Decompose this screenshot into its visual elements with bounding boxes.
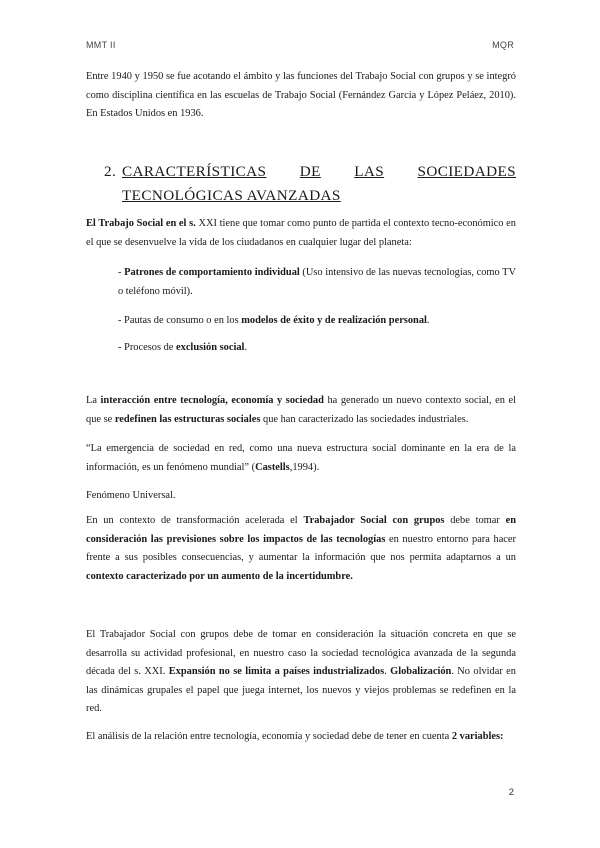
bold-text: interacción entre tecnología, economía y sociedad <box>100 395 324 406</box>
text: - Pautas de consumo o en los <box>118 315 242 326</box>
text: El análisis de la relación entre tecnología, economía y sociedad debe de tener en cuenta <box>86 731 452 742</box>
text: . <box>426 315 430 326</box>
text: En un contexto de transformación acelerada el <box>86 515 304 526</box>
paragraph-1 <box>86 215 516 252</box>
section-title-line1 <box>122 160 516 184</box>
header-left: MMT II <box>86 40 116 50</box>
bold-text: Globalización <box>390 666 452 677</box>
header-right: MQR <box>492 40 514 50</box>
bold-text: modelos de éxito y de realización personal <box>241 315 427 326</box>
bold-text: Patrones de comportamiento individual <box>124 267 300 278</box>
bold-text: Expansión no se limita a países industrializados <box>168 666 385 677</box>
paragraph-6 <box>86 728 516 747</box>
bullet-item <box>86 339 516 358</box>
quote-paragraph <box>86 440 516 477</box>
text: . <box>384 666 391 677</box>
bold-text: contexto caracterizado por un aumento de la incertidumbre. <box>86 570 353 582</box>
bold-text: exclusión social <box>176 342 245 353</box>
text: . <box>244 342 248 353</box>
text: . No olvidar en las dinámicas grupales el papel que juega internet, los nuevos y viejos problemas se redefinen en la red. <box>86 666 516 714</box>
paragraph-4 <box>86 512 516 586</box>
text: El Trabajador Social con grupos debe de tomar en consideración la situación concreta en que se desarrolla su actividad profesional, en nuestro caso la sociedad tecnológica avanzada de la segunda década del s. XXI. <box>86 629 516 677</box>
text: ha generado un nuevo contexto social, en el que se <box>86 395 516 425</box>
section-title-word: LAS <box>354 163 385 180</box>
intro-paragraph: Entre 1940 y 1950 se fue acotando el ámbito y las funciones del Trabajo Social con grupos y se integró como disciplina científica en las escuelas de Trabajo Social (Fernández García y López Peláez, 2010). En Estados Unidos en 1936. <box>86 71 516 119</box>
text: - Procesos de <box>118 342 177 353</box>
section-title-word: CARACTERÍSTICAS <box>122 163 267 180</box>
text: XXI tiene que tomar como punto de partida el contexto tecno-económico en el que se desenvuelve la vida de los ciudadanos en cualquier lugar del planeta: <box>86 218 516 248</box>
section-title-word: SOCIEDADES <box>417 163 516 180</box>
bullet-item <box>86 312 516 331</box>
section-heading <box>104 160 516 208</box>
section-number: 2. <box>104 163 117 180</box>
page-number: 2 <box>508 787 514 798</box>
bullet-item <box>86 264 516 301</box>
paragraph-5 <box>86 626 516 719</box>
bold-text: 2 variables: <box>451 731 504 742</box>
text: (Uso intensivo de las nuevas tecnologías, como TV o teléfono móvil). <box>118 267 516 297</box>
text: que han caracterizado las sociedades industriales. <box>260 413 469 425</box>
text: - <box>118 267 125 278</box>
bold-text: Trabajador Social con grupos <box>303 515 445 526</box>
paragraph-3: Fenómeno Universal. <box>86 490 176 501</box>
section-title-line2: TECNOLÓGICAS AVANZADAS <box>122 187 341 204</box>
text: debe tomar <box>444 515 506 526</box>
bold-text: redefinen las estructuras sociales <box>114 413 261 425</box>
paragraph-2 <box>86 392 516 429</box>
section-title <box>104 160 516 208</box>
text: en nuestro entorno para hacer frente a sus posibles consecuencias, y aumentar la información que nos permita adaptarnos a un <box>86 533 516 563</box>
section-title-word: DE <box>299 163 321 180</box>
text: ,1994). <box>289 461 320 473</box>
bold-text: en consideración las previsiones sobre los impactos de las tecnologías <box>86 515 517 545</box>
quote-author: Castells <box>255 461 290 473</box>
text: “La emergencia de sociedad en red, como una nueva estructura social dominante en la era de la información, es un fenómeno mundial” ( <box>86 443 516 473</box>
bold-text: El Trabajo Social en el s. <box>86 218 196 229</box>
text: La <box>86 395 101 406</box>
